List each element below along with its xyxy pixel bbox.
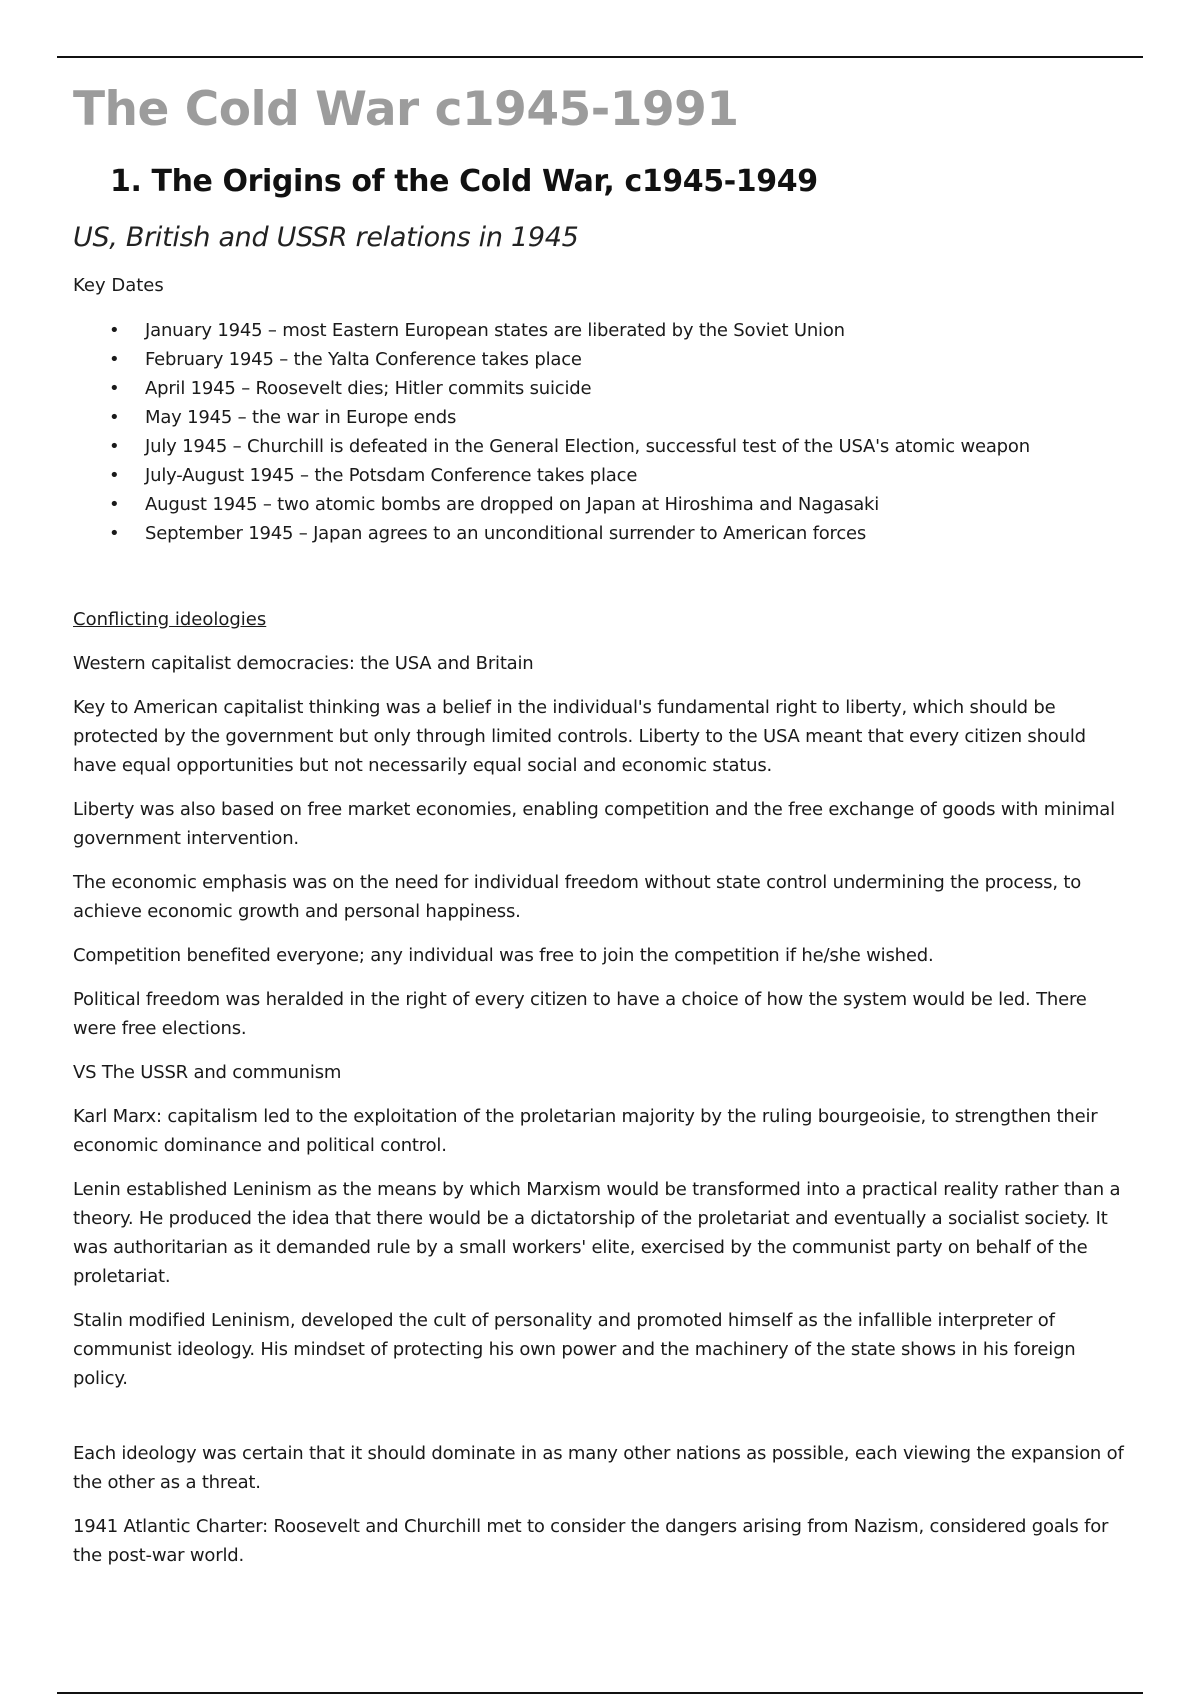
bullet-icon: • bbox=[109, 494, 120, 515]
bullet-icon: • bbox=[109, 436, 120, 457]
paragraph-stalin: Stalin modified Leninism, developed the cult of personality and promoted himself as the infallible interpreter of communist ideology. His mindset of protecting his own power and the machinery of the state shows in his foreign policy. bbox=[73, 1310, 1076, 1389]
sub-heading: US, British and USSR relations in 1945 bbox=[73, 222, 579, 253]
paragraph-each-ideology: Each ideology was certain that it should dominate in as many other nations as possible, each viewing the expansion of the other as a threat. bbox=[73, 1443, 1124, 1493]
document-body bbox=[73, 80, 1131, 1570]
list-item bbox=[73, 432, 1131, 461]
list-item bbox=[73, 374, 1131, 403]
paragraph-ussr-heading: VS The USSR and communism bbox=[73, 1062, 342, 1083]
paragraph-competition: Competition benefited everyone; any individual was free to join the competition if he/she wished. bbox=[73, 945, 934, 966]
paragraph-economic-emphasis: The economic emphasis was on the need for individual freedom without state control undermining the process, to achieve economic growth and personal happiness. bbox=[73, 872, 1082, 922]
paragraph-atlantic-charter: 1941 Atlantic Charter: Roosevelt and Churchill met to consider the dangers arising from Nazism, considered goals for the post-war world. bbox=[73, 1516, 1109, 1566]
key-date-text: April 1945 – Roosevelt dies; Hitler commits suicide bbox=[145, 378, 592, 399]
key-date-text: August 1945 – two atomic bombs are dropped on Japan at Hiroshima and Nagasaki bbox=[145, 494, 880, 515]
bullet-icon: • bbox=[109, 349, 120, 370]
bullet-icon: • bbox=[109, 378, 120, 399]
list-item bbox=[73, 461, 1131, 490]
list-item bbox=[73, 316, 1131, 345]
key-date-text: February 1945 – the Yalta Conference takes place bbox=[145, 349, 582, 370]
key-date-text: September 1945 – Japan agrees to an unconditional surrender to American forces bbox=[145, 523, 867, 544]
section-heading: 1. The Origins of the Cold War, c1945-1949 bbox=[110, 164, 818, 199]
paragraph-karl-marx: Karl Marx: capitalism led to the exploitation of the proletarian majority by the ruling bourgeoisie, to strengthen their economic dominance and political control. bbox=[73, 1106, 1098, 1156]
bottom-rule bbox=[57, 1692, 1143, 1694]
bullet-icon: • bbox=[109, 465, 120, 486]
key-date-text: May 1945 – the war in Europe ends bbox=[145, 407, 457, 428]
paragraph-liberty-right: Key to American capitalist thinking was a belief in the individual's fundamental right to liberty, which should be protected by the government but only through limited controls. Liberty to the USA meant that every citizen should have equal opportunities but not necessarily equal social and economic status. bbox=[73, 697, 1086, 776]
list-item bbox=[73, 519, 1131, 548]
bullet-icon: • bbox=[109, 320, 120, 341]
key-dates-label: Key Dates bbox=[73, 275, 164, 296]
bullet-icon: • bbox=[109, 407, 120, 428]
key-date-text: July 1945 – Churchill is defeated in the General Election, successful test of the USA's atomic weapon bbox=[145, 436, 1030, 457]
paragraph-western-heading: Western capitalist democracies: the USA and Britain bbox=[73, 653, 534, 674]
list-item bbox=[73, 403, 1131, 432]
bullet-icon: • bbox=[109, 523, 120, 544]
conflicting-ideologies-heading: Conflicting ideologies bbox=[73, 609, 267, 630]
paragraph-lenin: Lenin established Leninism as the means by which Marxism would be transformed into a practical reality rather than a theory. He produced the idea that there would be a dictatorship of the proletariat and eventually a socialist society. It was authoritarian as it demanded rule by a small workers' elite, exercised by the communist party on behalf of the proletariat. bbox=[73, 1179, 1121, 1287]
paragraph-free-market: Liberty was also based on free market economies, enabling competition and the free exchange of goods with minimal government intervention. bbox=[73, 799, 1115, 849]
paragraph-political-freedom: Political freedom was heralded in the right of every citizen to have a choice of how the system would be led. There were free elections. bbox=[73, 989, 1087, 1039]
key-date-text: January 1945 – most Eastern European states are liberated by the Soviet Union bbox=[145, 320, 845, 341]
list-item bbox=[73, 345, 1131, 374]
top-rule bbox=[57, 56, 1143, 58]
key-dates-list bbox=[73, 316, 1131, 548]
document-title: The Cold War c1945-1991 bbox=[73, 82, 739, 137]
list-item bbox=[73, 490, 1131, 519]
key-date-text: July-August 1945 – the Potsdam Conference takes place bbox=[145, 465, 638, 486]
